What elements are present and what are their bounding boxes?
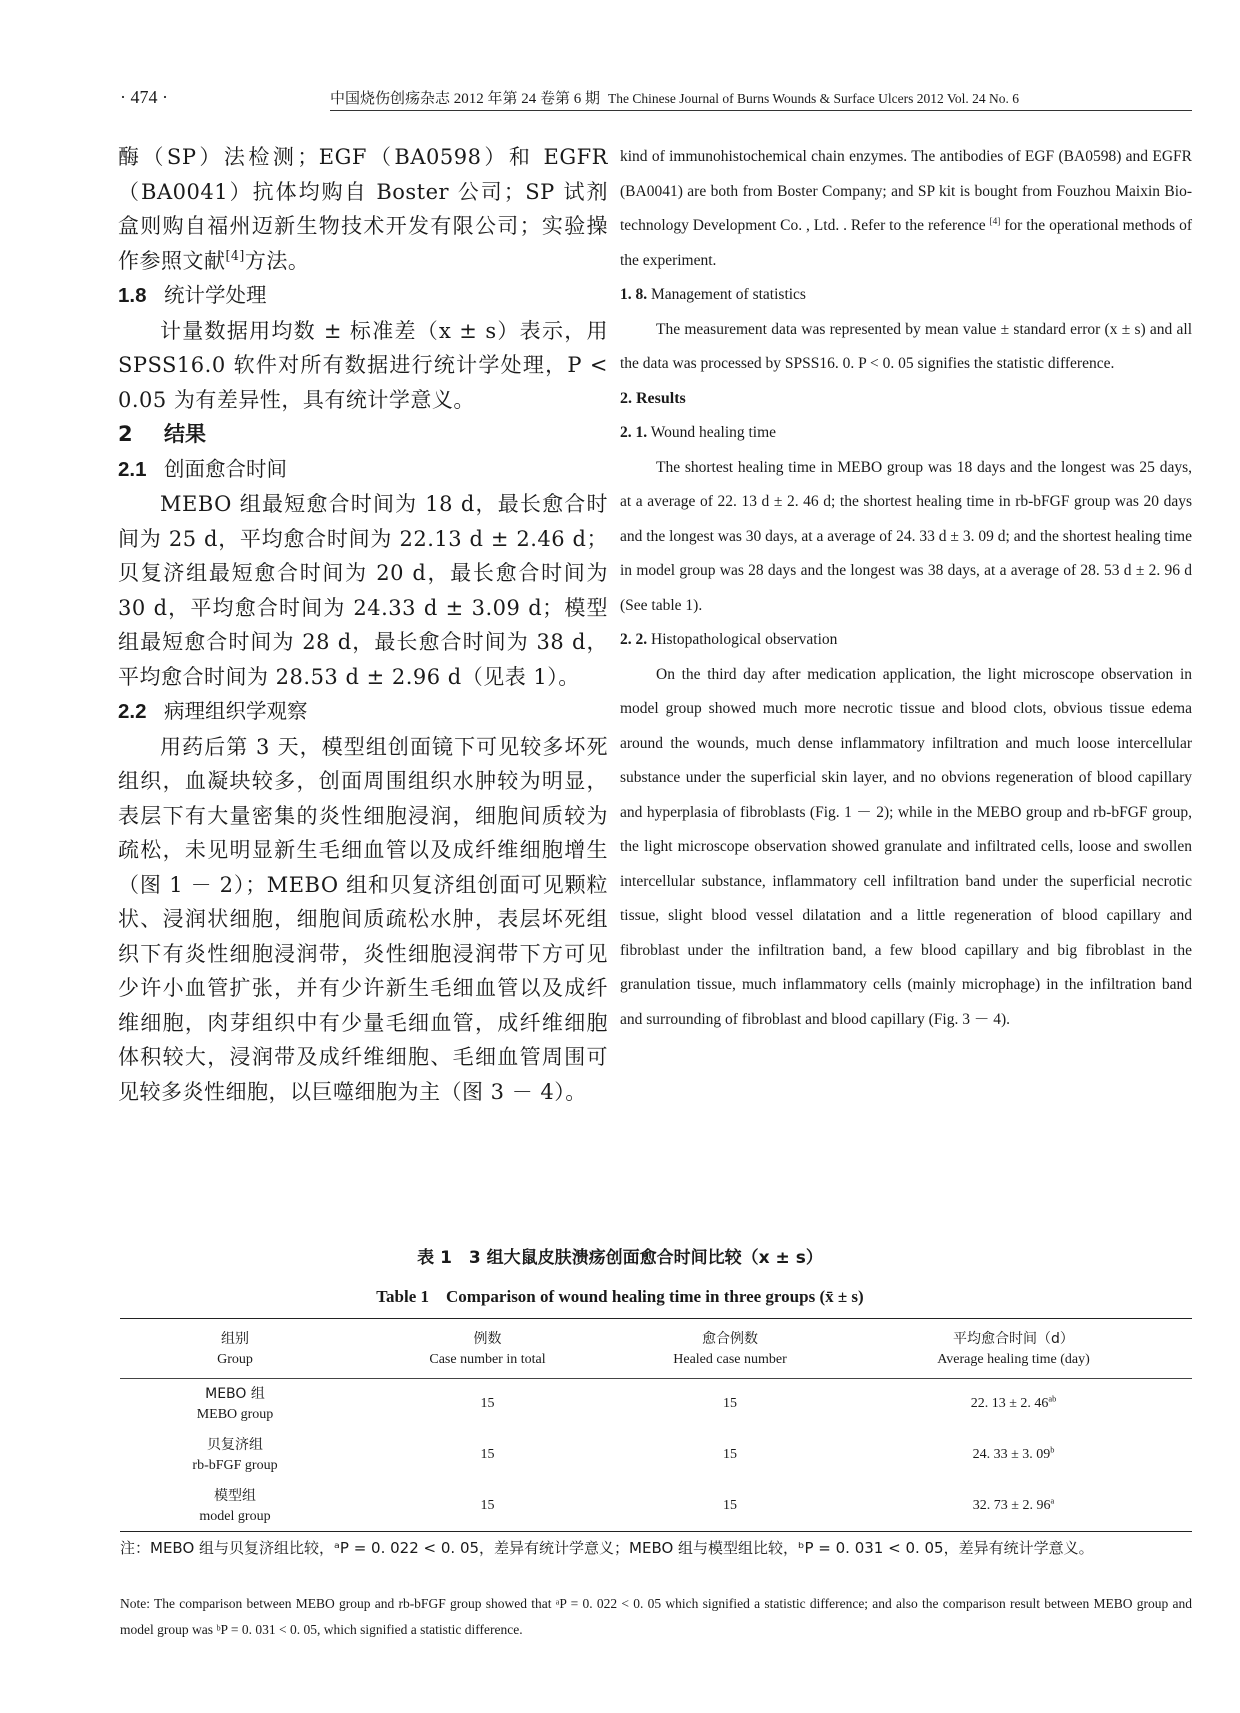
en-pathology-paragraph: On the third day after medication application, the light microscope observation in model group showed much more necrotic tissue and blood clots, obvious tissue edema around the wounds, much dense inflammatory infiltration and much loose intercellular substance under the superficial skin layer, and no obvions regeneration of blood capillary and hyperplasia of fibroblasts (Fig. 1 － 2); while in the MEBO group and rb-bFGF group, the light microscope observation showed granulate and infiltrated cells, loose and swollen intercellular substance, inflammatory cell infiltration band under the superficial necrotic tissue, slight blood vessel dilatation and a little regeneration of blood capillary and fibroblast under the infiltration band, a few blood capillary and big fibroblast in the granulation tissue, much inflammatory cells (mainly microphage) in the infiltration band and surrounding of fibroblast and blood capillary (Fig. 3 － 4). — [620, 665, 1192, 1028]
table-row — [120, 1481, 1192, 1532]
group-name-en: rb-bFGF group — [192, 1458, 278, 1473]
header-cn: 平均愈合时间（d） — [953, 1330, 1074, 1347]
total-cell: 15 — [480, 1396, 495, 1412]
total-cell: 15 — [480, 1447, 495, 1462]
en-section-1-8-heading — [620, 278, 1192, 313]
cn-section-title: 结果 — [164, 422, 206, 446]
en-citation: [4] — [989, 216, 1001, 227]
significance-mark: ab — [1048, 1394, 1057, 1404]
table-header-cell — [120, 1319, 350, 1379]
significance-mark: b — [1050, 1445, 1055, 1455]
healing-time-table — [120, 1318, 1192, 1532]
journal-title-en: The Chinese Journal of Burns Wounds & Surface Ulcers 2012 Vol. 24 No. 6 — [608, 91, 1020, 106]
cn-methods-end: 方法。 — [244, 248, 310, 273]
avg-cell — [835, 1481, 1192, 1532]
header-en: Average healing time (day) — [937, 1351, 1090, 1367]
table-row — [120, 1379, 1192, 1430]
en-section-number: 2. 2. — [620, 631, 648, 648]
cn-section-number: 2.2 — [118, 700, 147, 723]
en-section-2-1-heading — [620, 416, 1192, 451]
table-note-en: Note: The comparison between MEBO group and rb-bFGF group showed that ᵃP = 0. 022 < 0. 05 which signified a statistic difference; and also the comparison result between MEBO group and model group was ᵇP = 0. 031 < 0. 05, which signified a statistic difference. — [120, 1596, 1192, 1637]
en-section-number: 1. 8. — [620, 286, 648, 303]
header-cn: 愈合例数 — [702, 1330, 758, 1347]
group-cell — [120, 1481, 350, 1532]
cn-healing-paragraph: MEBO 组最短愈合时间为 18 d，最长愈合时间为 25 d，平均愈合时间为 22.13 d ± 2.46 d；贝复济组最短愈合时间为 20 d，最长愈合时间为 30 d，平均愈合时间为 24.33 d ± 3.09 d；模型组最短愈合时间为 28 d，最长愈合时间为 38 d，平均愈合时间为 28.53 d ± 2.96 d（见表 1）。 — [118, 492, 608, 689]
group-cell — [120, 1430, 350, 1481]
avg-value: 22. 13 ± 2. 46 — [970, 1396, 1049, 1412]
cn-section-number: 1.8 — [118, 284, 147, 307]
group-name-cn: MEBO 组 — [205, 1386, 265, 1403]
healed-cell: 15 — [723, 1396, 737, 1412]
cn-section-2-2-heading — [118, 694, 608, 730]
cn-section-title: 统计学处理 — [164, 283, 267, 307]
cn-methods-paragraph — [118, 140, 608, 278]
table-header-cell — [350, 1319, 625, 1379]
table-caption-en: Table 1 Comparison of wound healing time in three groups (x̄ ± s) — [376, 1287, 864, 1306]
header-cn: 组别 — [221, 1330, 249, 1347]
cn-section-title: 病理组织学观察 — [164, 699, 308, 723]
header-cn: 例数 — [473, 1330, 502, 1347]
table-row — [120, 1430, 1192, 1481]
healed-cell: 15 — [625, 1481, 835, 1532]
avg-value: 32. 73 ± 2. 96 — [972, 1497, 1051, 1513]
cn-section-2-heading — [118, 417, 608, 452]
en-methods-text: kind of immunohistochemical chain enzymes. The antibodies of EGF (BA0598) and EGFR (BA0041) are both from Boster Company; and SP kit is bought from Fouzhou Maixin Bio-technology Development Co. , Ltd. . Refer to the reference — [620, 148, 1192, 234]
group-name-cn: 模型组 — [214, 1487, 256, 1504]
group-name-cn: 贝复济组 — [207, 1437, 263, 1453]
cn-citation: [4] — [225, 247, 245, 263]
significance-mark: a — [1050, 1496, 1055, 1506]
en-section-2-heading: 2. Results — [620, 389, 686, 407]
en-methods-paragraph — [620, 140, 1192, 278]
cn-section-title: 创面愈合时间 — [164, 456, 287, 481]
table-caption-cn: 表 1 3 组大鼠皮肤溃疡创面愈合时间比较（x ± s） — [417, 1248, 823, 1268]
group-name-en: model group — [199, 1508, 271, 1524]
cn-section-number: 2 — [118, 422, 133, 446]
table-header-row — [120, 1319, 1192, 1379]
chinese-column — [118, 140, 608, 1109]
en-healing-paragraph: The shortest healing time in MEBO group was 18 days and the longest was 25 days, at a average of 22. 13 d ± 2. 46 d; the shortest healing time in rb-bFGF group was 20 days and the longest was 30 days, at a average of 24. 33 d ± 3. 09 d; and the shortest healing time in model group was 28 days and the longest was 38 days, at a average of 28. 53 d ± 2. 96 d (See table 1). — [620, 458, 1192, 614]
en-methods-end: for the operational methods of the experiment. — [620, 217, 1193, 269]
en-section-2-2-heading — [620, 623, 1192, 658]
table-header-cell — [625, 1319, 835, 1379]
cn-section-2-1-heading — [118, 452, 608, 488]
cn-section-1-8-heading — [118, 278, 608, 314]
cn-methods-text: 酶（SP）法检测；EGF（BA0598）和 EGFR（BA0041）抗体均购自 Boster 公司；SP 试剂盒则购自福州迈新生物技术开发有限公司；实验操作参照文献 — [118, 145, 608, 273]
page-number: · 474 · — [120, 87, 168, 107]
journal-title-cn: 中国烧伤创疡杂志 2012 年第 24 卷第 6 期 — [330, 91, 601, 107]
header-en: Group — [217, 1351, 253, 1367]
en-section-title: Histopathological observation — [651, 631, 838, 648]
total-cell: 15 — [350, 1481, 625, 1532]
avg-cell — [835, 1430, 1192, 1481]
en-section-title: Wound healing time — [650, 424, 777, 441]
header-en: Healed case number — [673, 1351, 787, 1367]
avg-value: 24. 33 ± 3. 09 — [972, 1447, 1051, 1462]
group-cell — [120, 1379, 350, 1430]
group-name-en: MEBO group — [196, 1407, 274, 1423]
table-header-cell — [835, 1319, 1192, 1379]
healed-cell: 15 — [723, 1447, 737, 1462]
cn-pathology-paragraph: 用药后第 3 天，模型组创面镜下可见较多坏死组织，血凝块较多，创面周围组织水肿较为明显，表层下有大量密集的炎性细胞浸润，细胞间质较为疏松，未见明显新生毛细血管以及成纤维细胞增生（图 1 － 2）；MEBO 组和贝复济组创面可见颗粒状、浸润状细胞，细胞间质疏松水肿，表层坏死组织下有炎性细胞浸润带，炎性细胞浸润带下方可见少许小血管扩张，并有少许新生毛细血管以及成纤维细胞，肉芽组织中有少量毛细血管，成纤维细胞体积较大，浸润带及成纤维细胞、毛细血管周围可见较多炎性细胞，以巨噬细胞为主（图 3 － 4）。 — [118, 734, 608, 1104]
en-section-number: 2. 1. — [620, 424, 648, 441]
header-en: Case number in total — [429, 1351, 546, 1367]
english-column — [620, 140, 1192, 1037]
table-note-cn: 注：MEBO 组与贝复济组比较，ᵃP = 0. 022 < 0. 05，差异有统计学意义；MEBO 组与模型组比较，ᵇP = 0. 031 < 0. 05，差异有统计学意义。 — [120, 1539, 1094, 1557]
en-statistics-paragraph: The measurement data was represented by mean value ± standard error (x ± s) and all the data was processed by SPSS16. 0. P < 0. 05 signifies the statistic difference. — [620, 320, 1192, 372]
running-header — [330, 87, 1192, 111]
en-section-title: Management of statistics — [651, 286, 806, 303]
avg-cell — [835, 1379, 1192, 1430]
cn-statistics-paragraph: 计量数据用均数 ± 标准差（x ± s）表示，用 SPSS16.0 软件对所有数据进行统计学处理，P < 0.05 为有差异性，具有统计学意义。 — [118, 318, 608, 412]
cn-section-number: 2.1 — [118, 457, 147, 481]
